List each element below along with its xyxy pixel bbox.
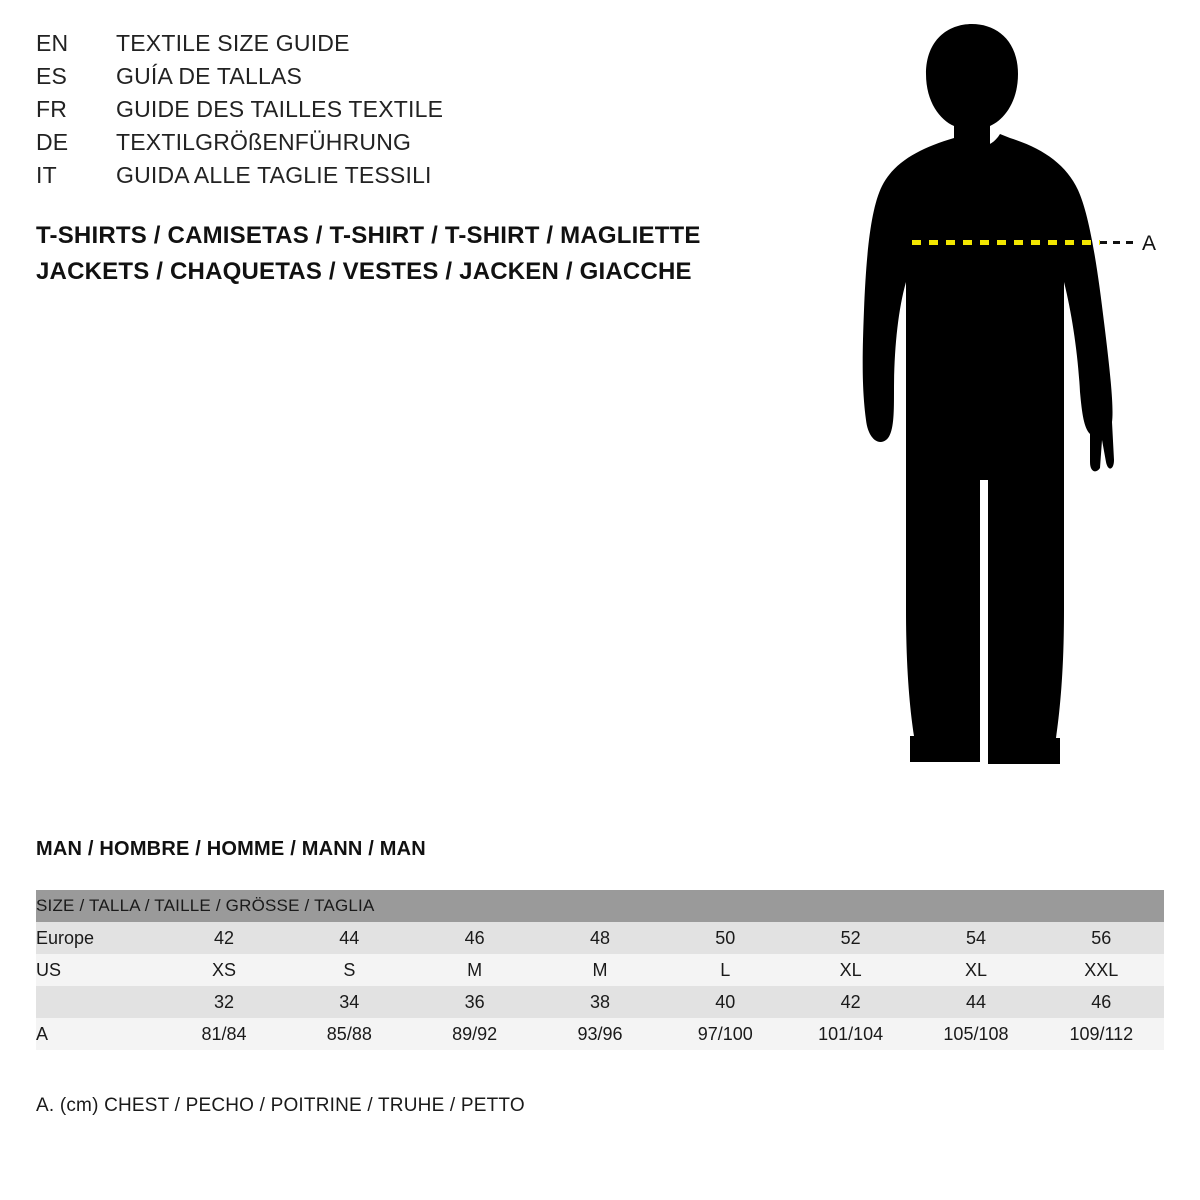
row-label: A [36,1018,161,1050]
language-row [36,129,756,162]
language-title: TEXTILGRÖßENFÜHRUNG [116,129,412,155]
language-code: IT [36,162,57,188]
male-silhouette-icon [790,10,1190,800]
language-title: TEXTILE SIZE GUIDE [116,30,350,56]
category-jackets: JACKETS / CHAQUETAS / VESTES / JACKEN / GIACCHE [36,258,692,285]
table-cell: 32 [161,986,286,1018]
table-cell: 54 [913,922,1038,954]
table-cell: 50 [663,922,788,954]
table-row [36,1018,1164,1050]
table-cell: L [663,954,788,986]
table-group-title: MAN / HOMBRE / HOMME / MANN / MAN [36,838,426,860]
language-code: FR [36,96,68,122]
table-cell: 42 [161,922,286,954]
language-code: EN [36,30,69,56]
table-cell: 48 [537,922,662,954]
table-cell: XL [788,954,913,986]
table-cell: S [287,954,412,986]
size-table [36,890,1164,1050]
language-row [36,162,756,195]
language-title: GUÍA DE TALLAS [116,63,303,89]
language-row [36,96,756,129]
table-header-row [36,890,1164,922]
language-code: ES [36,63,68,89]
table-cell: 40 [663,986,788,1018]
table-cell: 34 [287,986,412,1018]
table-cell: 89/92 [412,1018,537,1050]
measurement-footnote: A. (cm) CHEST / PECHO / POITRINE / TRUHE / PETTO [36,1095,525,1116]
table-cell: 44 [287,922,412,954]
table-cell: 44 [913,986,1038,1018]
table-header-label: SIZE / TALLA / TAILLE / GRÖSSE / TAGLIA [36,890,1164,922]
table-row [36,922,1164,954]
table-cell: 109/112 [1039,1018,1164,1050]
table-cell: 42 [788,986,913,1018]
table-cell: 101/104 [788,1018,913,1050]
table-cell: 93/96 [537,1018,662,1050]
language-title: GUIDA ALLE TAGLIE TESSILI [116,162,432,188]
table-cell: 85/88 [287,1018,412,1050]
table-row [36,986,1164,1018]
table-cell: 38 [537,986,662,1018]
table-row [36,954,1164,986]
row-label: Europe [36,922,161,954]
table-cell: 46 [412,922,537,954]
table-cell: 36 [412,986,537,1018]
language-row [36,30,756,63]
table-cell: M [537,954,662,986]
table-cell: XL [913,954,1038,986]
table-cell: M [412,954,537,986]
row-label: US [36,954,161,986]
language-row [36,63,756,96]
table-cell: 52 [788,922,913,954]
table-cell: XS [161,954,286,986]
language-title: GUIDE DES TAILLES TEXTILE [116,96,444,122]
measure-leader-line [1100,241,1134,244]
row-label [36,986,161,1018]
category-tshirts: T-SHIRTS / CAMISETAS / T-SHIRT / T-SHIRT / MAGLIETTE [36,222,701,249]
table-cell: 105/108 [913,1018,1038,1050]
body-figure [790,10,1190,800]
table-cell: XXL [1039,954,1164,986]
table-cell: 81/84 [161,1018,286,1050]
garment-categories [36,218,796,290]
table-cell: 97/100 [663,1018,788,1050]
language-list [36,30,756,195]
table-cell: 46 [1039,986,1164,1018]
language-code: DE [36,129,69,155]
measure-label-a: A [1142,232,1157,255]
table-cell: 56 [1039,922,1164,954]
chest-measure-line [912,240,1100,245]
